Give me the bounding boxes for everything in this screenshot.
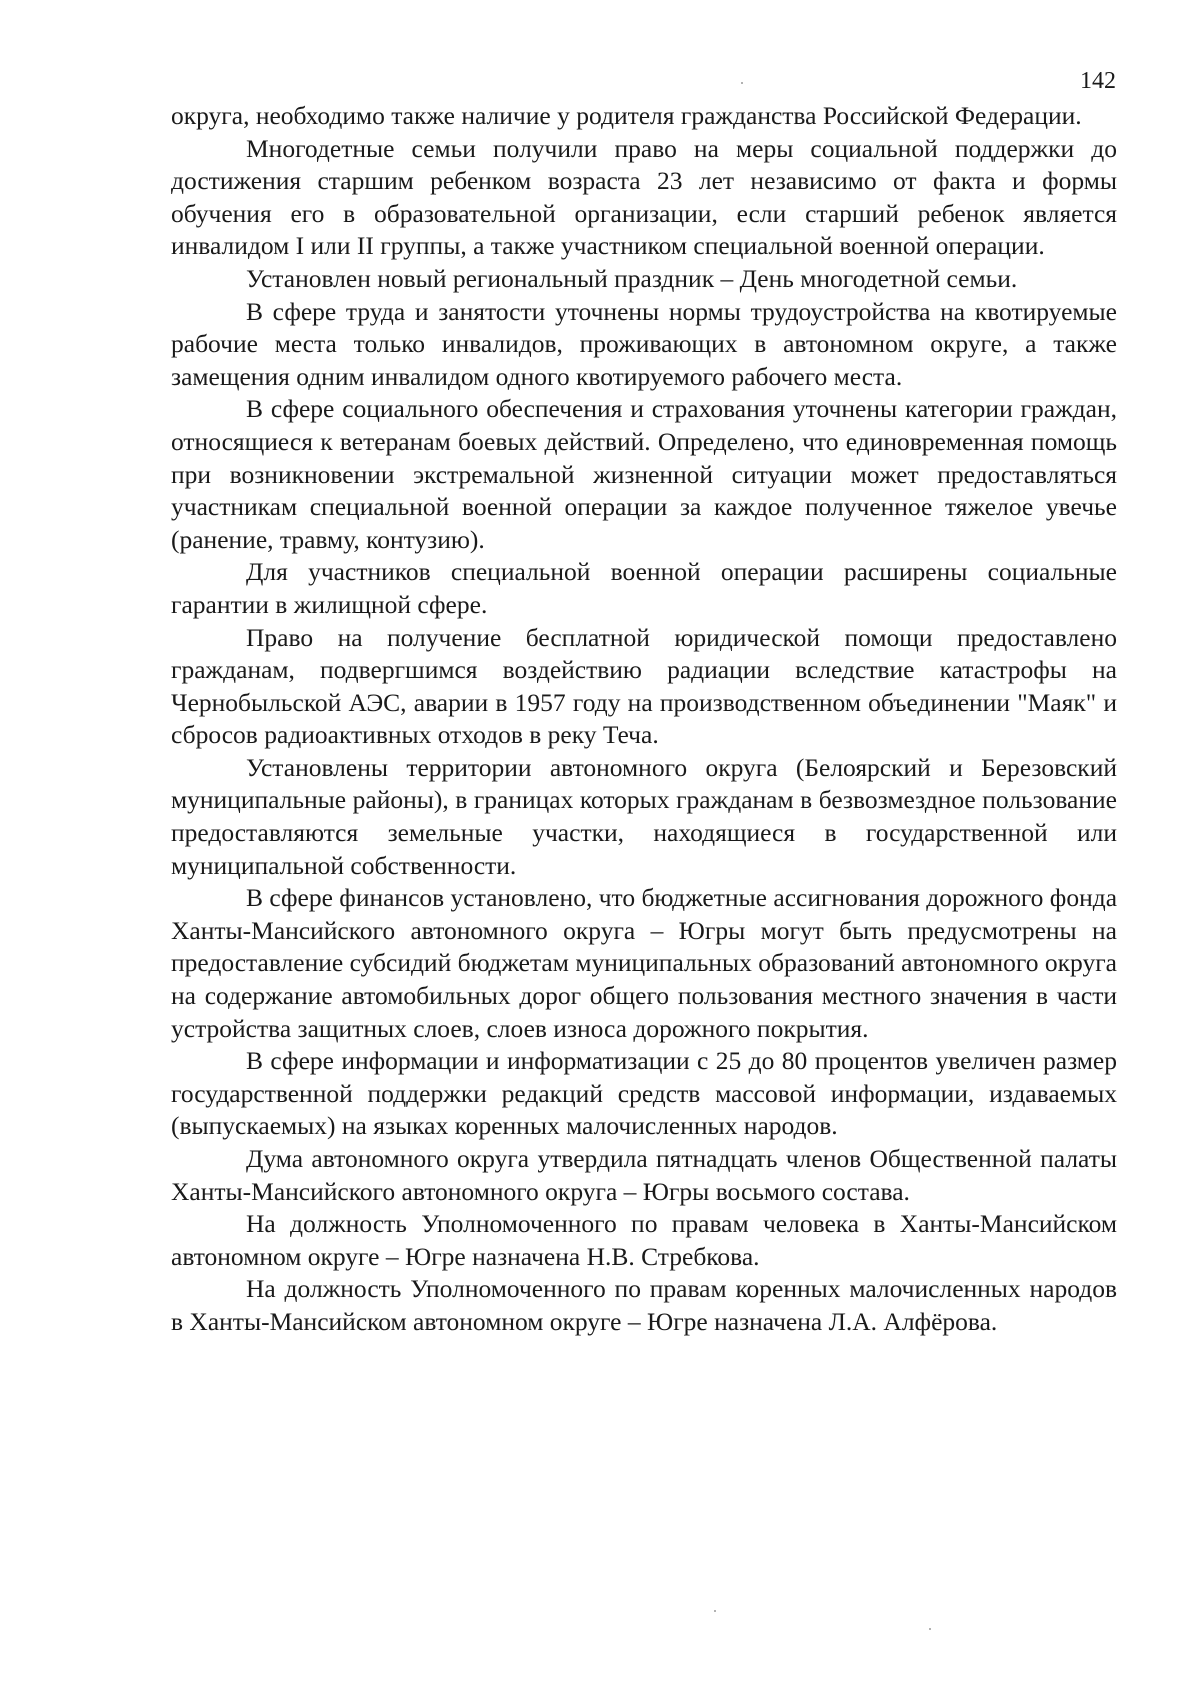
scan-speck: [929, 1628, 931, 1630]
paragraph-legal-aid: Право на получение бесплатной юридической помощи предоставлено гражданам, подвергшимся воздействию радиации вследствие катастрофы на Чернобыльской АЭС, аварии в 1957 году на производственном объединении "Маяк" и сбросов радиоактивных отходов в реку Теча.: [171, 622, 1117, 750]
paragraph-human-rights-ombudsman: На должность Уполномоченного по правам человека в Ханты-Мансийском автономном округе – Югре назначена Н.В. Стребкова.: [171, 1209, 1117, 1271]
paragraph-housing-guarantees: Для участников специальной военной операции расширены социальные гарантии в жилищной сфере.: [171, 557, 1117, 619]
paragraph-large-families: Многодетные семьи получили право на меры социальной поддержки до достижения старшим ребенком возраста 23 лет независимо от факта и формы обучения его в образовательной организации, если старший ребенок является инвалидом I или II группы, а также участником специальной военной операции.: [171, 133, 1117, 261]
paragraph-social-security: В сфере социального обеспечения и страхования уточнены категории граждан, относящиеся к ветеранам боевых действий. Определено, что единовременная помощь при возникновении экстремальной жизненной ситуации может предоставляться участникам специальной военной операции за каждое полученное тяжелое увечье (ранение, травму, контузию).: [171, 394, 1117, 554]
scan-speck: [714, 1610, 716, 1612]
paragraph-media-support: В сфере информации и информатизации с 25 до 80 процентов увеличен размер государственной поддержки редакций средств массовой информации, издаваемых (выпускаемых) на языках коренных малочисленных народов.: [171, 1046, 1117, 1141]
paragraph-finance: В сфере финансов установлено, что бюджетные ассигнования дорожного фонда Ханты-Мансийского автономного округа – Югры могут быть предусмотрены на предоставление субсидий бюджетам муниципальных образований автономного округа на содержание автомобильных дорог общего пользования местного значения в части устройства защитных слоев, слоев износа дорожного покрытия.: [171, 883, 1118, 1043]
paragraph-continuation: округа, необходимо также наличие у родителя гражданства Российской Федерации.: [171, 101, 1082, 130]
paragraph-indigenous-ombudsman: На должность Уполномоченного по правам коренных малочисленных народов в Ханты-Мансийском автономном округе – Югре назначена Л.А. Алфёрова.: [171, 1274, 1117, 1336]
page-number: 142: [1080, 68, 1116, 94]
paragraph-land-plots: Установлены территории автономного округа (Белоярский и Березовский муниципальные районы), в границах которых гражданам в безвозмездное пользование предоставляются земельные участки, находящиеся в государственной или муниципальной собственности.: [171, 752, 1117, 880]
paragraph-public-chamber: Дума автономного округа утвердила пятнадцать членов Общественной палаты Ханты-Мансийского автономного округа – Югры восьмого состава.: [171, 1144, 1117, 1206]
paragraph-holiday: Установлен новый региональный праздник – День многодетной семьи.: [246, 263, 1018, 293]
paragraph-employment: В сфере труда и занятости уточнены нормы трудоустройства на квотируемые рабочие места только инвалидов, проживающих в автономном округе, а также замещения одним инвалидом одного квотируемого рабочего места.: [171, 296, 1117, 391]
scan-speck: [741, 82, 743, 84]
document-body: [171, 100, 1117, 1339]
